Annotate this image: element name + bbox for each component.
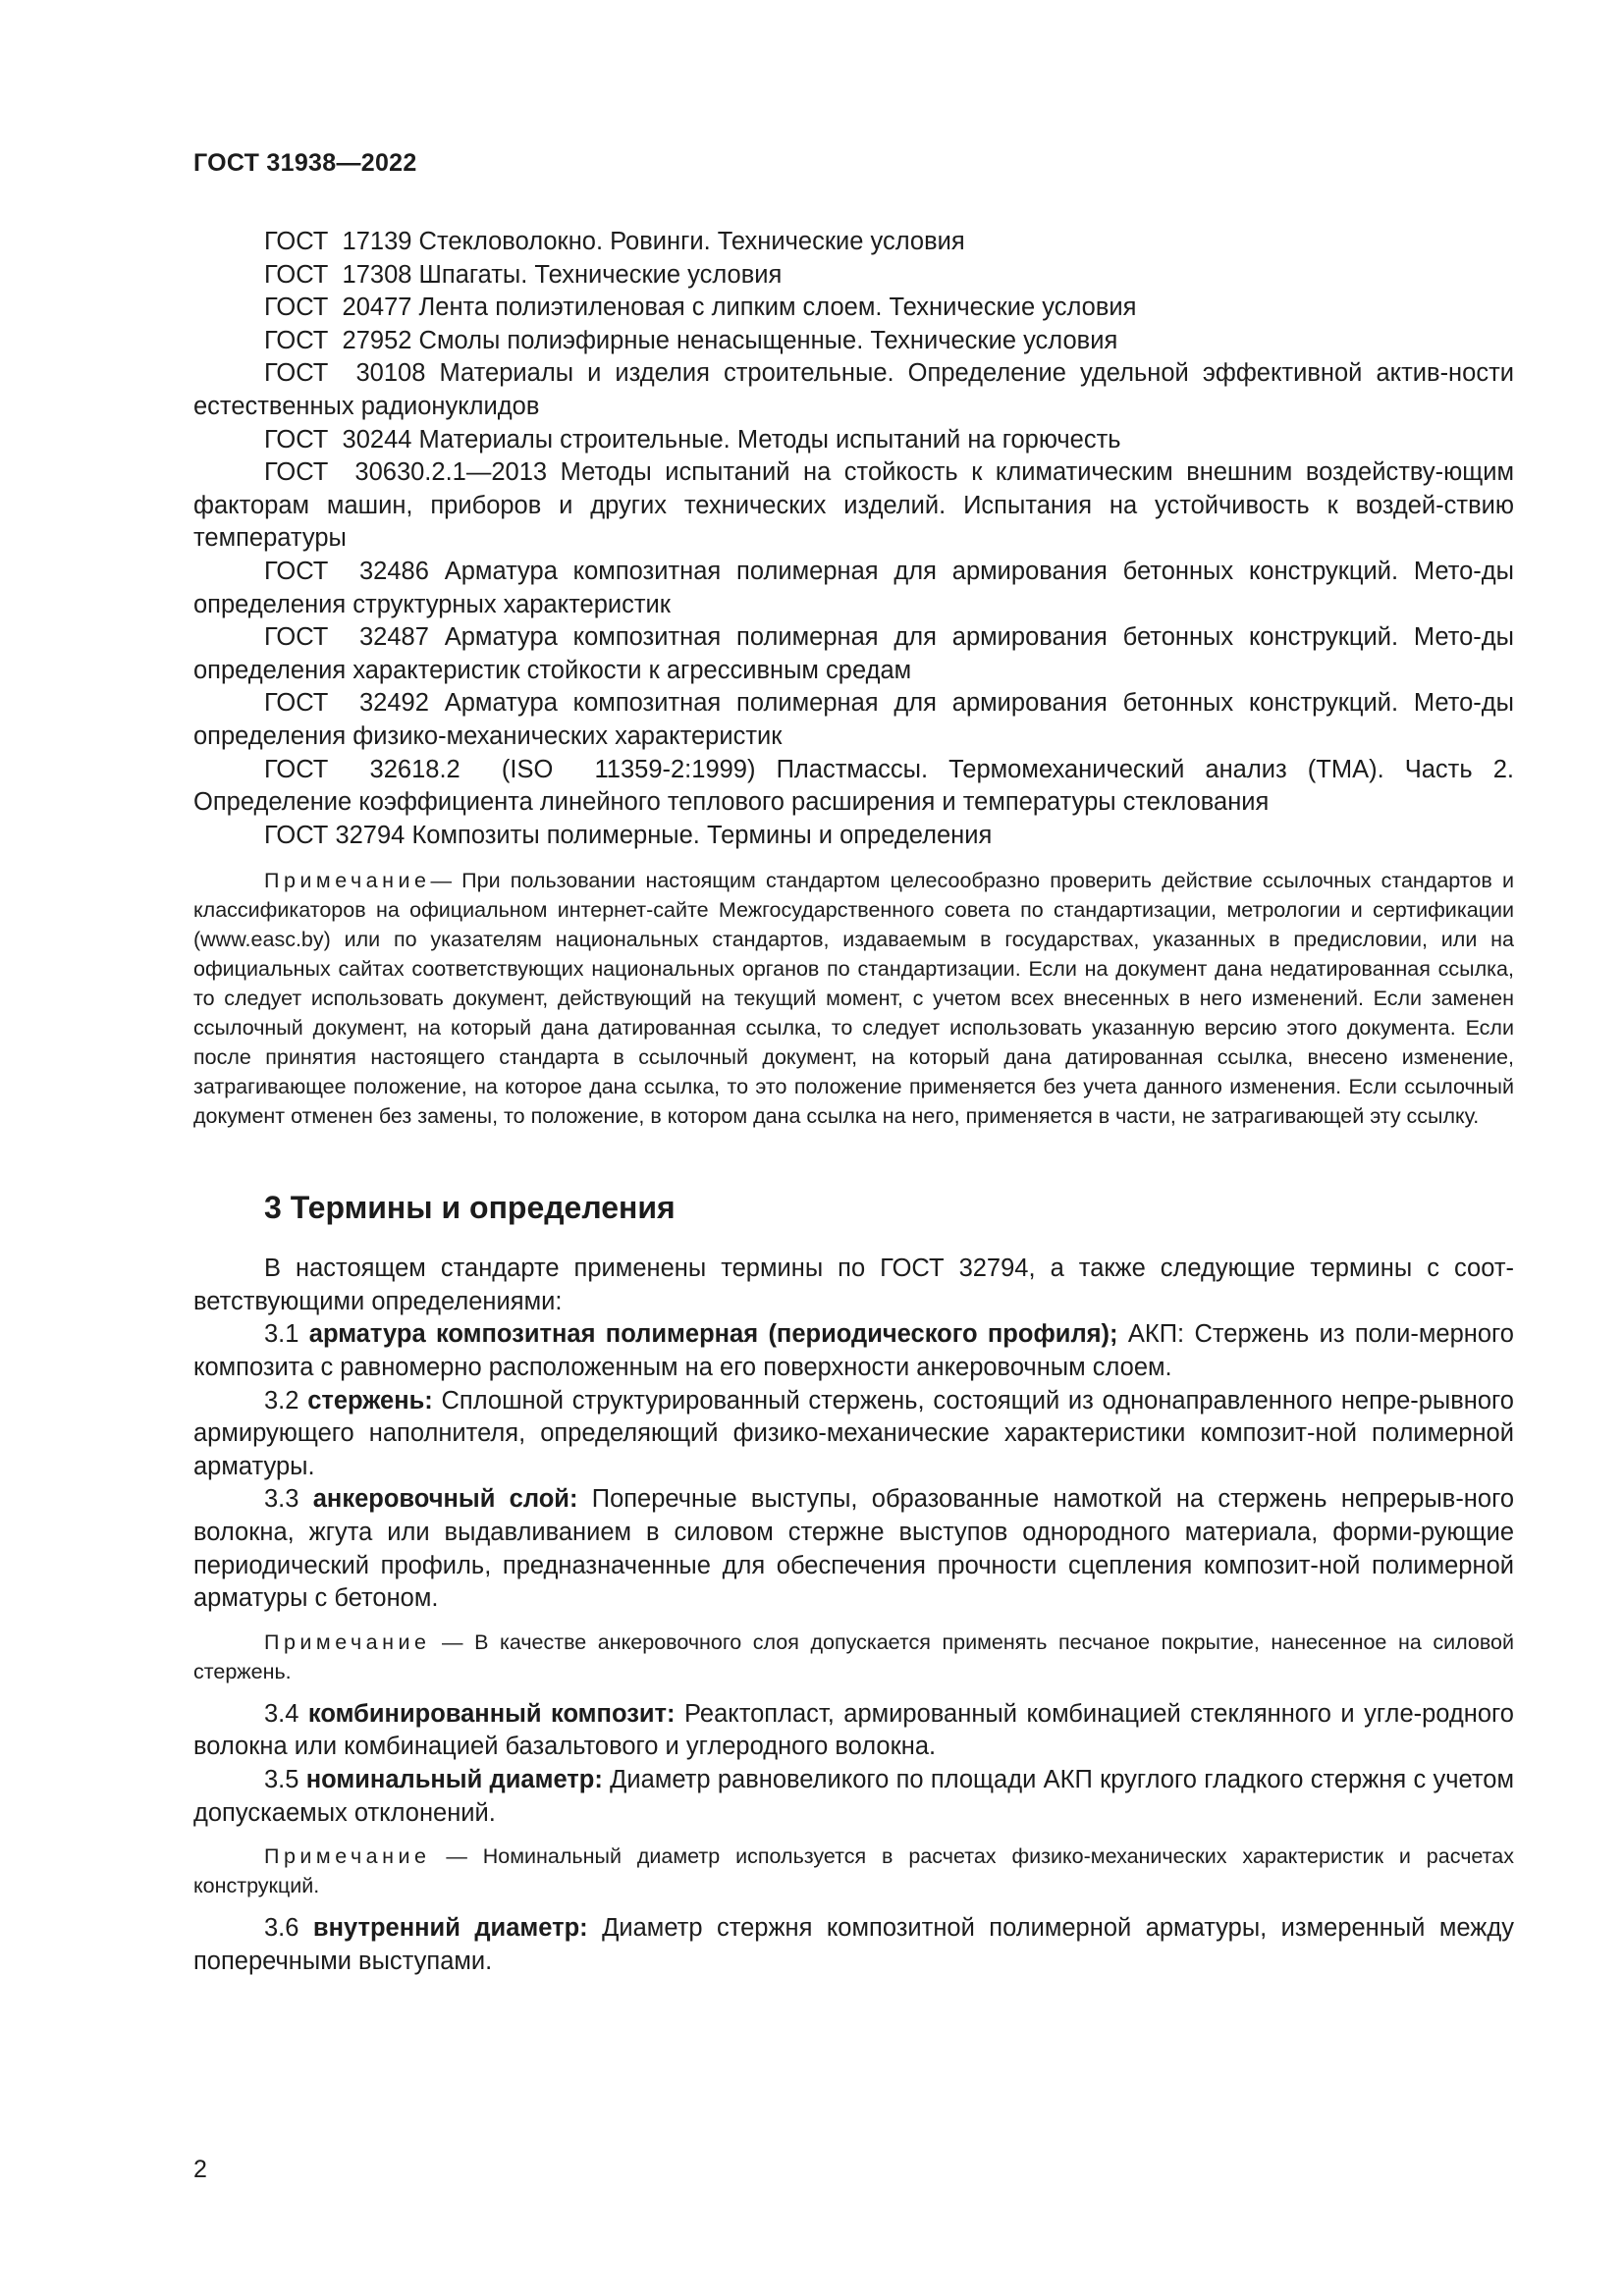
reference-item: ГОСТ 17139 Стекловолокно. Ровинги. Технические условия [264, 228, 965, 255]
section-heading: 3 Термины и определения [264, 1190, 676, 1226]
reference-item: ГОСТ 30630.2.1—2013 Методы испытаний на стойкость к климатическим внешним воздейству-ющим факторам машин, приборов и других технических изделий. Испытания на устойчивость к воздей-ствию температуры [193, 458, 1514, 553]
note-label: Примечание [264, 869, 431, 893]
term-entry-3-6: 3.6 внутренний диаметр: Диаметр стержня композитной полимерной арматуры, измеренный между поперечными выступами. [193, 1914, 1514, 1975]
reference-item: ГОСТ 32487 Арматура композитная полимерная для армирования бетонных конструкций. Мето-ды определения характеристик стойкости к агрессивным средам [193, 623, 1515, 684]
term-entry-3-5: 3.5 номинальный диаметр: Диаметр равновеликого по площади АКП круглого гладкого стержня с учетом допускаемых отклонений. [193, 1766, 1514, 1827]
normative-references-list [193, 226, 1514, 852]
terms-list [193, 1253, 1514, 1978]
term-name: номинальный диаметр: [305, 1766, 603, 1793]
section-intro: В настоящем стандарте применены термины по ГОСТ 32794, а также следующие термины с соот-ветствующими определениями: [193, 1255, 1514, 1315]
term-note-3-5 [193, 1842, 1514, 1900]
reference-item: ГОСТ 32618.2 (ISO 11359-2:1999) Пластмассы. Термомеханический анализ (ТМА). Часть 2. Определение коэффициента линейного теплового расширения и температуры стеклования [193, 755, 1514, 817]
note-label: Примечание [264, 1844, 431, 1869]
term-entry-3-4: 3.4 комбинированный композит: Реактопласт, армированный комбинацией стеклянного и угле-родного волокна или комбинацией базальтового и углеродного волокна. [193, 1699, 1514, 1761]
note-text: — При пользовании настоящим стандартом целесообразно проверить действие ссылочных стандартов и классификаторов на официальном интернет-сайте Межгосударственного совета по стандартизации, метрологии и сертификации (www.easc.by) или по указателям национальных стандартов, издаваемым в государствах, указанных в предисловии, или на официальных сайтах соответствующих национальных органов по стандартизации. Если на документ дана недатированная ссылка, то следует использовать документ, действующий на текущий момент, с учетом всех внесенных в него изменений. Если заменен ссылочный документ, на который дана датированная ссылка, то следует использовать указанную версию этого документа. Если после принятия настоящего стандарта в ссылочный документ, на который дана датированная ссылка, внесено изменение, затрагивающее положение, на которое дана ссылка, то это положение применяется без учета данного изменения. Если ссылочный документ отменен без замены, то положение, в котором дана ссылка на него, применяется в части, не затрагивающей эту ссылку. [193, 869, 1514, 1129]
reference-item: ГОСТ 32492 Арматура композитная полимерная для армирования бетонных конструкций. Мето-ды определения физико-механических характеристик [193, 689, 1515, 750]
references-note [193, 866, 1514, 1131]
term-name: внутренний диаметр: [312, 1914, 588, 1943]
term-entry-3-3: 3.3 анкеровочный слой: Поперечные выступы, образованные намоткой на стержень непрерыв-ного волокна, жгута или выдавливанием в силовом стержне выступов однородного материала, форми-рующие периодический профиль, предназначенные для обеспечения прочности сцепления композит-ной полимерной арматуры с бетоном. [193, 1485, 1514, 1613]
reference-item: ГОСТ 20477 Лента полиэтиленовая с липким слоем. Технические условия [264, 294, 1137, 322]
reference-item: ГОСТ 32794 Композиты полимерные. Термины и определения [264, 821, 993, 849]
reference-item: ГОСТ 30244 Материалы строительные. Методы испытаний на горючесть [264, 425, 1121, 454]
term-note-3-3 [193, 1628, 1514, 1686]
reference-item: ГОСТ 32486 Арматура композитная полимерная для армирования бетонных конструкций. Мето-ды определения структурных характеристик [193, 557, 1515, 618]
document-body [193, 226, 1514, 1978]
term-name: комбинированный композит: [307, 1699, 676, 1728]
document-header-code: ГОСТ 31938—2022 [193, 149, 417, 177]
reference-item: ГОСТ 17308 Шпагаты. Технические условия [264, 260, 783, 289]
page-number: 2 [193, 2156, 207, 2183]
term-name: арматура композитная полимерная (периодического профиля); [308, 1320, 1118, 1349]
note-text: — Номинальный диаметр используется в расчетах физико-механических характеристик и расчетах конструкций. [193, 1844, 1514, 1898]
note-label: Примечание [264, 1629, 431, 1654]
reference-item: ГОСТ 27952 Смолы полиэфирные ненасыщенные. Технические условия [264, 326, 1118, 354]
term-name: стержень: [307, 1386, 433, 1415]
reference-item: ГОСТ 30108 Материалы и изделия строительные. Определение удельной эффективной актив-ности естественных радионуклидов [193, 359, 1514, 420]
term-entry-3-1: 3.1 арматура композитная полимерная (периодического профиля); АКП: Стержень из поли-мерного композита с равномерно расположенным на его поверхности анкеровочным слоем. [193, 1320, 1514, 1382]
term-entry-3-2: 3.2 стержень: Сплошной структурированный стержень, состоящий из однонаправленного непре-рывного армирующего наполнителя, определяющий физико-механические характеристики композит-ной полимерной арматуры. [193, 1386, 1514, 1480]
term-name: анкеровочный слой: [312, 1485, 578, 1514]
note-text: — В качестве анкеровочного слоя допускается применять песчаное покрытие, нанесенное на силовой стержень. [193, 1629, 1514, 1683]
